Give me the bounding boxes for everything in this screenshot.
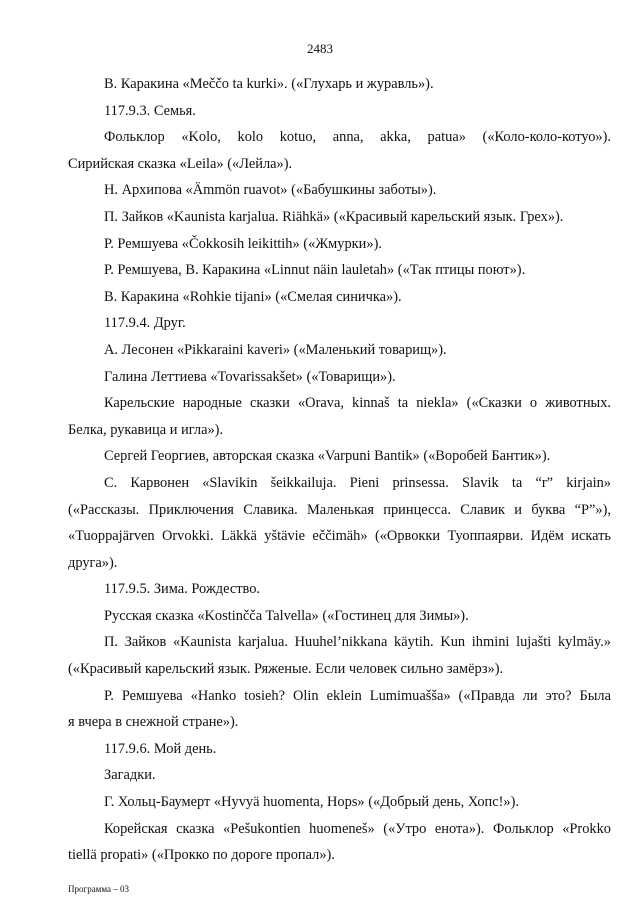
paragraph (68, 284, 611, 311)
text-line: Р. Ремшуева «Čokkosih leikittih» («Жмурки»). (104, 235, 382, 252)
paragraph (68, 364, 611, 391)
text-line: Загадки. (104, 767, 156, 784)
text-line: Белка, рукавица и игла»). (68, 421, 224, 438)
text-line: В. Каракина «Rohkie tijani» («Смелая синичка»). (104, 288, 402, 305)
text-line: П. Зайков «Kaunista karjalua. Riähkä» («Красивый карельский язык. Грех»). (104, 208, 564, 225)
text-line: 117.9.5. Зима. Рождество. (104, 581, 260, 598)
paragraph (68, 204, 611, 231)
paragraph (68, 257, 611, 284)
text-line: 117.9.4. Друг. (104, 315, 186, 332)
page-number: 2483 (307, 41, 333, 56)
text-line: Русская сказка «Kostinčča Talvella» («Гостинец для Зимы»). (104, 607, 469, 624)
section-heading (68, 310, 611, 337)
paragraph (68, 337, 611, 364)
text-line: Галина Леттиева «Tovarissakšet» («Товарищи»). (104, 368, 396, 385)
text-line: Карельские народные сказки «Orava, kinnaš ta niekla» («Сказки о животных. (104, 395, 611, 412)
text-line: Корейская сказка «Pešukontien huomeneš» («Утро енота»). Фольклор «Prokko (104, 820, 611, 837)
paragraph (68, 231, 611, 258)
paragraph (68, 71, 611, 98)
paragraph (68, 470, 611, 576)
text-line: 117.9.3. Семья. (104, 102, 196, 119)
text-line: Фольклор «Kolo, kolo kotuo, anna, akka, patua» («Коло-коло-котуо»). (104, 129, 611, 146)
text-line: Н. Архипова «Ämmön ruavot» («Бабушкины заботы»). (104, 182, 437, 199)
text-line: Сирийская сказка «Leila» («Лейла»). (68, 155, 293, 172)
text-line: («Красивый карельский язык. Ряженые. Если человек сильно замёрз»). (68, 661, 504, 678)
paragraph (68, 603, 611, 630)
paragraph (68, 816, 611, 869)
section-heading (68, 576, 611, 603)
section-heading (68, 736, 611, 763)
text-line: А. Лесонен «Pikkaraini kaveri» («Маленький товарищ»). (104, 341, 447, 358)
paragraph (68, 177, 611, 204)
text-line: П. Зайков «Kaunista karjalua. Huuhel’nikkana käytih. Kun ihmini lujašti kylmäy.» (104, 634, 611, 651)
text-line: Р. Ремшуева «Hanko tosieh? Olin eklein Lumimuašša» («Правда ли это? Была (104, 687, 611, 704)
section-heading (68, 98, 611, 125)
text-line: Г. Хольц-Баумерт «Hyvyä huomenta, Hops» («Добрый день, Хопс!»). (104, 794, 520, 811)
text-line: Сергей Георгиев, авторская сказка «Varpuni Bantik» («Воробей Бантик»). (104, 448, 551, 465)
page-footer: Программа – 03 (68, 884, 130, 894)
text-line: Р. Ремшуева, В. Каракина «Linnut näin lauletah» («Так птицы поют»). (104, 262, 526, 279)
paragraph (68, 789, 611, 816)
text-line: tiellä propati» («Прокко по дороге пропал»). (68, 847, 335, 864)
text-line: 117.9.6. Мой день. (104, 740, 217, 757)
paragraph (68, 629, 611, 682)
text-line: С. Карвонен «Slavikin šeikkailuja. Pieni prinsessa. Slavik ta “r” kirjain» (104, 474, 611, 491)
text-line: «Tuoppajärven Orvokki. Läkkä yštävie eččimäh» («Орвокки Туоппаярви. Идём искать (68, 528, 611, 545)
text-line: я вчера в снежной стране»). (68, 714, 239, 731)
paragraph (68, 124, 611, 177)
text-line: («Рассказы. Приключения Славика. Маленькая принцесса. Славик и буква “Р”»), (68, 501, 611, 518)
paragraph (68, 683, 611, 736)
document-body (68, 71, 611, 869)
paragraph (68, 390, 611, 443)
text-line: В. Каракина «Meččo ta kurki». («Глухарь и журавль»). (104, 76, 434, 92)
paragraph (68, 443, 611, 470)
paragraph (68, 762, 611, 789)
text-line: друга»). (68, 554, 118, 571)
